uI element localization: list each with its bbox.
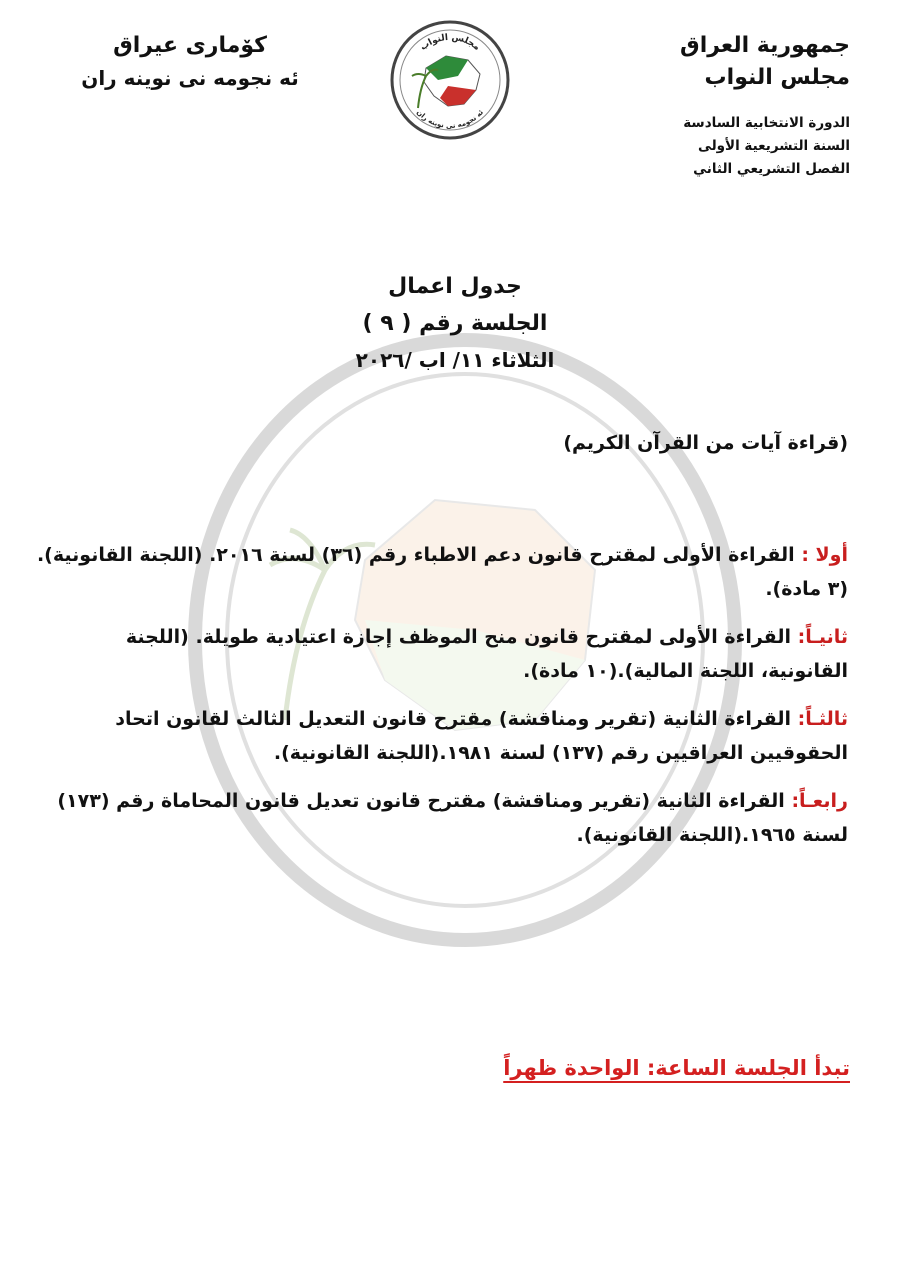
item-text: القراءة الثانية (تقرير ومناقشة) مقترح قانون تعديل قانون المحاماة رقم (١٧٣) لسنة ١٩٦٥.(اللجنة القانونية).: [57, 790, 848, 846]
agenda-item-3: [36, 702, 848, 770]
header-kurdish: [60, 30, 320, 94]
agenda-items: [36, 538, 848, 866]
country-name: جمهورية العراق: [680, 33, 850, 58]
session-number: الجلسة رقم ( ٩ ): [362, 311, 548, 336]
title-block: [0, 268, 910, 379]
council-name: مجلس النواب: [704, 65, 850, 90]
item-lead: ثانيـاً:: [797, 626, 848, 648]
item-text: القراءة الأولى لمقترح قانون دعم الاطباء رقم (٣٦) لسنة ٢٠١٦. (اللجنة القانونية). (٣ مادة).: [36, 544, 848, 600]
opening-recitation: (قراءة آيات من القرآن الكريم): [563, 432, 848, 454]
session-date: الثلاثاء ١١/ اب /٢٠٢٦: [355, 348, 555, 372]
kurdish-council-name: ئه نجومه نى نوينه ران: [81, 66, 299, 90]
agenda-title: جدول اعمال: [388, 274, 522, 299]
agenda-item-2: [36, 620, 848, 688]
agenda-item-4: [36, 784, 848, 852]
item-lead: ثالثـاً:: [797, 708, 848, 730]
header-arabic: [580, 30, 850, 181]
logo-bottom-text: ئه نجومه نى نوينه ران: [414, 108, 486, 131]
electoral-term: الدورة الانتخابية السادسة: [683, 115, 850, 131]
logo-top-text: مجلس النواب: [418, 32, 482, 53]
legislative-session: الفصل التشريعي الثاني: [693, 161, 850, 177]
item-text: القراءة الأولى لمقترح قانون منح الموظف إجازة اعتيادية طويلة. (اللجنة القانونية، اللجنة المالية).(١٠ مادة).: [125, 626, 848, 682]
kurdish-country-name: كۆمارى عيراق: [113, 33, 267, 58]
parliament-logo: [388, 18, 512, 142]
session-start-note: تبدأ الجلسة الساعة: الواحدة ظهراً: [503, 1056, 850, 1080]
item-lead: رابعـاً:: [791, 790, 848, 812]
legislative-year: السنة التشريعية الأولى: [697, 138, 850, 154]
item-text: القراءة الثانية (تقرير ومناقشة) مقترح قانون التعديل الثالث لقانون اتحاد الحقوقيين العراقيين رقم (١٣٧) لسنة ١٩٨١.(اللجنة القانونية).: [115, 708, 848, 764]
item-lead: أولا :: [801, 544, 848, 566]
agenda-item-1: [36, 538, 848, 606]
